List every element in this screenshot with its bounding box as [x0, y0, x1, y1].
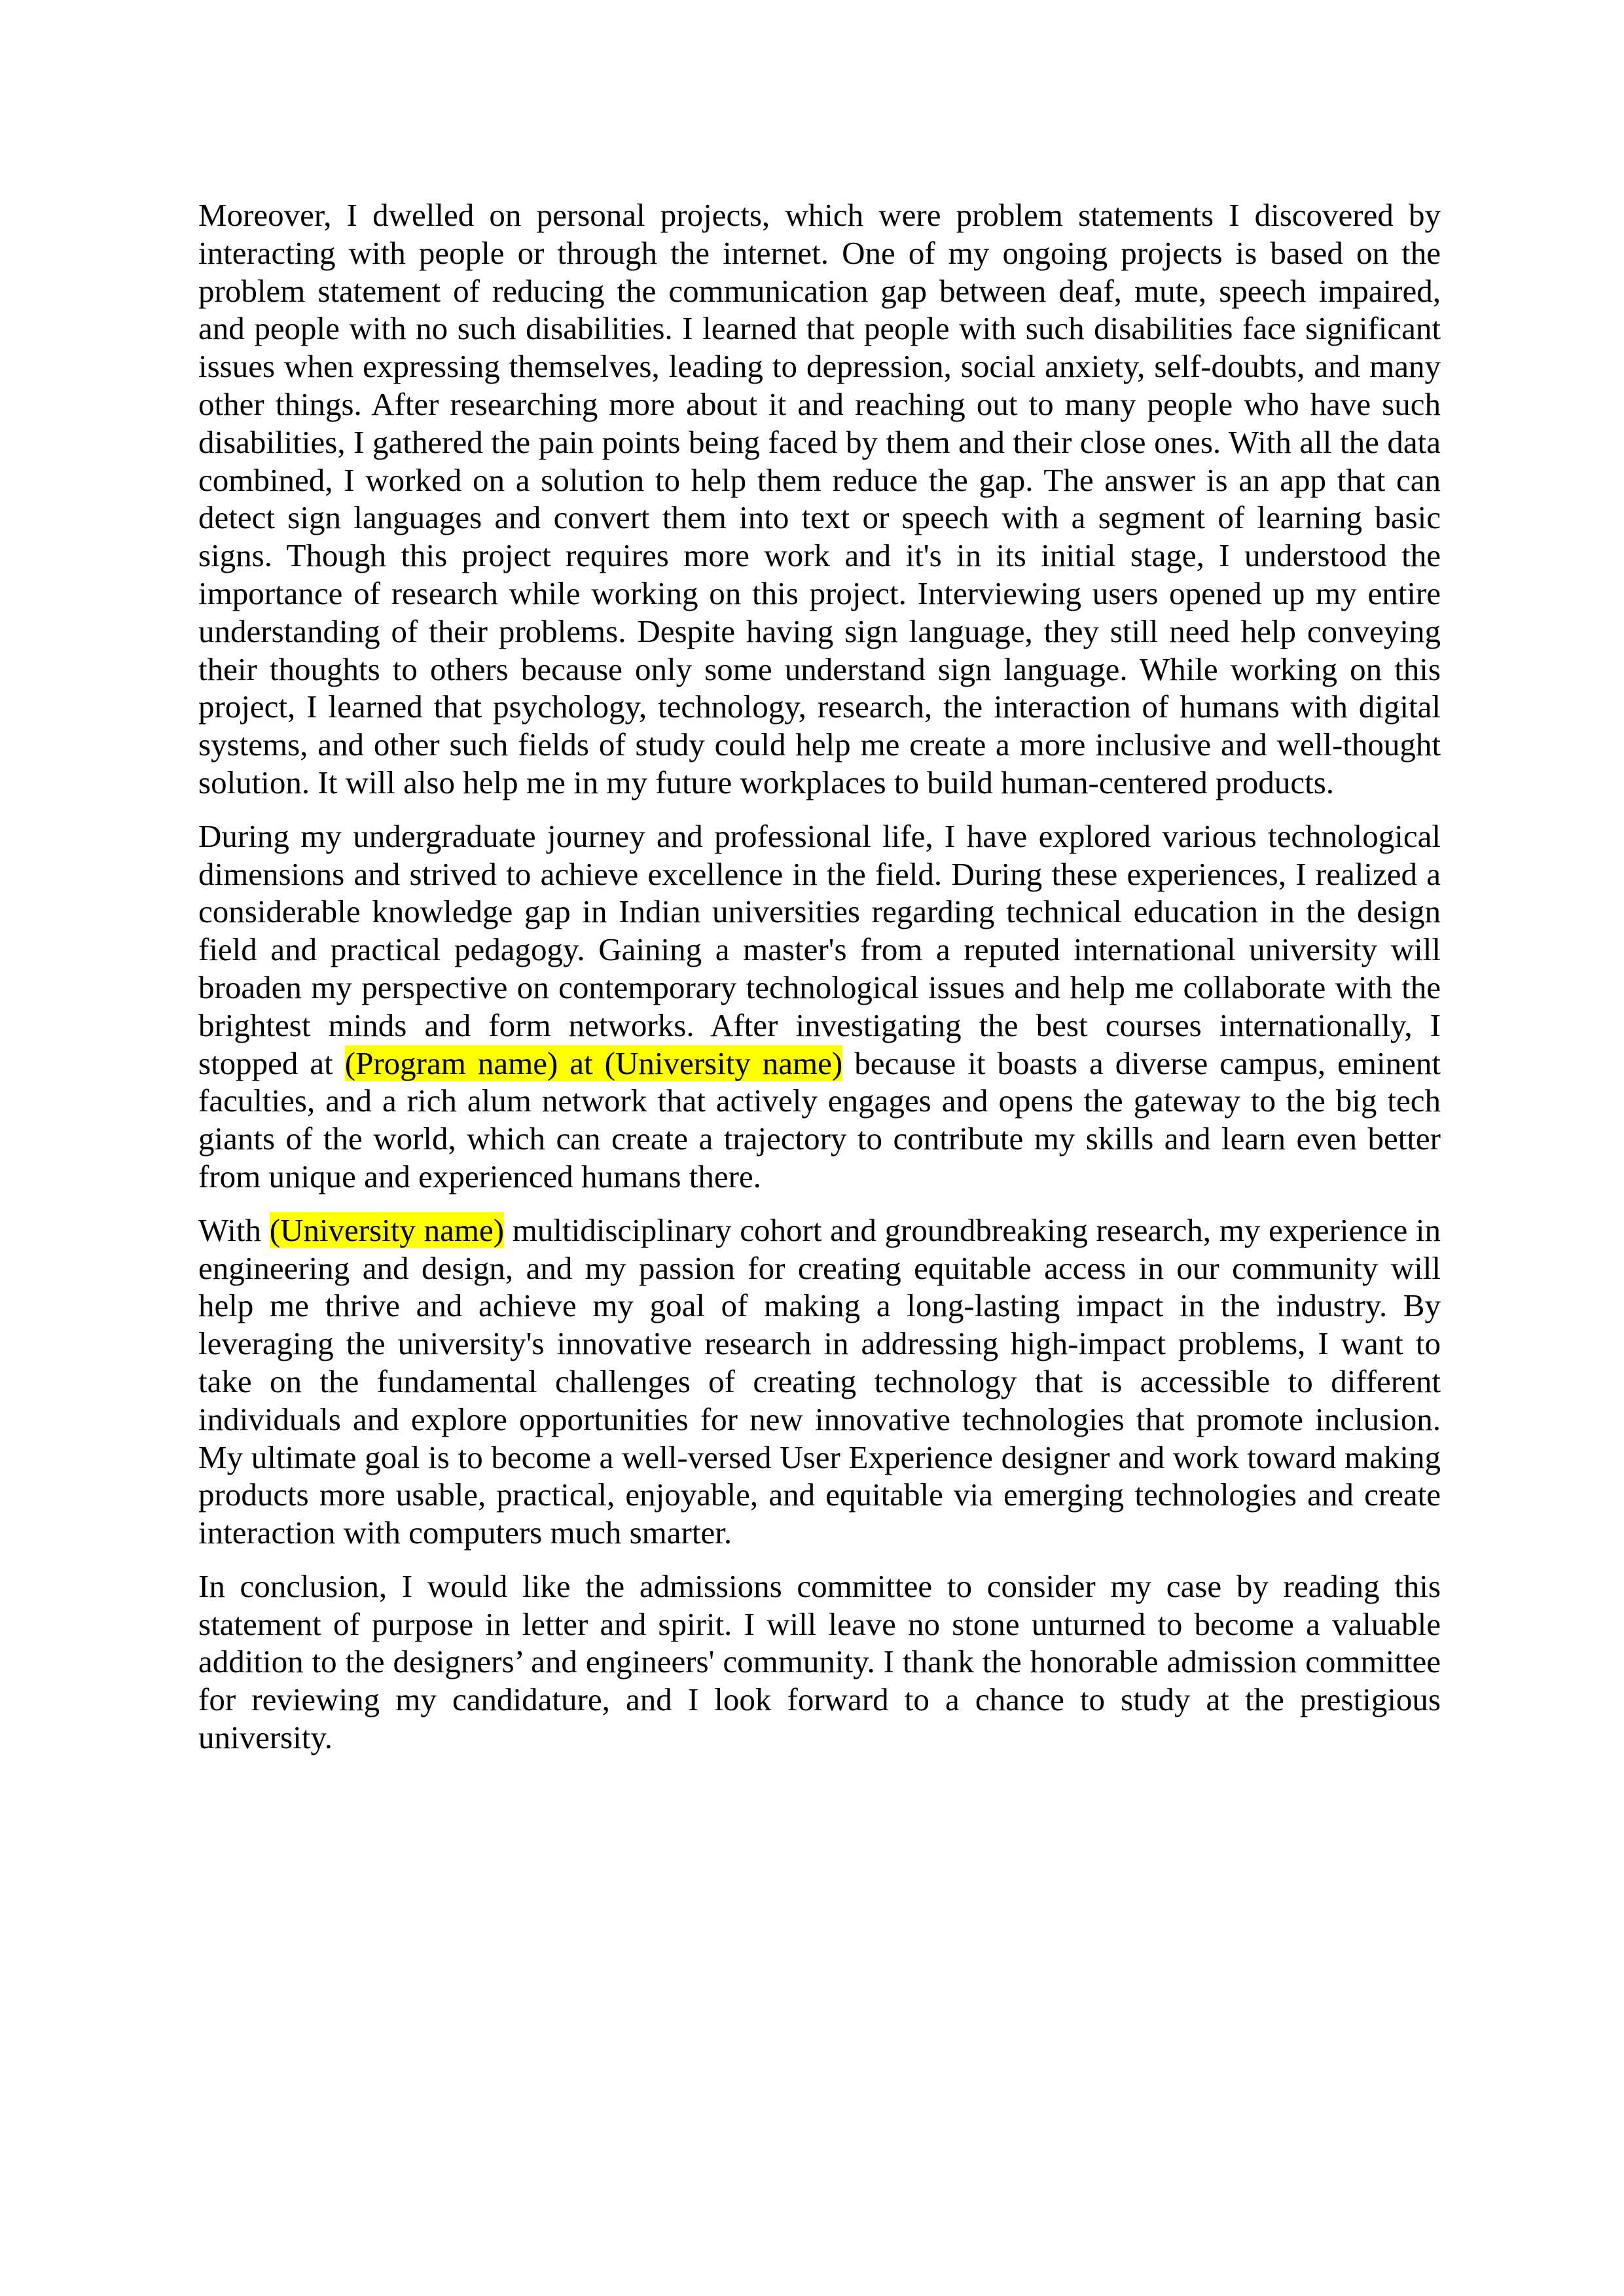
paragraph-text-after: because it boasts a diverse campus, eminent faculties, and a rich alum network that actively engages and opens the gateway to the big tech giants of the world, which can create a trajectory to contribute my skills and learn even better from unique and experienced humans there.	[198, 1045, 1441, 1194]
document-body	[198, 196, 1441, 1772]
highlighted-placeholder-university: (University name)	[269, 1211, 505, 1248]
paragraph-text-before: During my undergraduate journey and professional life, I have explored various technological dimensions and strived to achieve excellence in the field. During these experiences, I realized a considerable knowledge gap in Indian universities regarding technical education in the design field and practical pedagogy. Gaining a master's from a reputed international university will broaden my perspective on contemporary technological issues and help me collaborate with the brightest minds and form networks. After investigating the best courses internationally, I stopped at	[198, 817, 1441, 1081]
paragraph-undergraduate-journey	[198, 817, 1441, 1196]
paragraph-university-cohort	[198, 1211, 1441, 1552]
paragraph-text-after: multidisciplinary cohort and groundbreaking research, my experience in engineering and design, and my passion for creating equitable access in our community will help me thrive and achieve my goal of making a long-lasting impact in the industry. By leveraging the university's innovative research in addressing high-impact problems, I want to take on the fundamental challenges of creating technology that is accessible to different individuals and explore opportunities for new innovative technologies that promote inclusion. My ultimate goal is to become a well-versed User Experience designer and work toward making products more usable, practical, enjoyable, and equitable via emerging technologies and create interaction with computers much smarter.	[198, 1211, 1441, 1551]
paragraph-personal-projects: Moreover, I dwelled on personal projects, which were problem statements I discovered by interacting with people or through the internet. One of my ongoing projects is based on the problem statement of reducing the communication gap between deaf, mute, speech impaired, and people with no such disabilities. I learned that people with such disabilities face significant issues when expressing themselves, leading to depression, social anxiety, self-doubts, and many other things. After researching more about it and reaching out to many people who have such disabilities, I gathered the pain points being faced by them and their close ones. With all the data combined, I worked on a solution to help them reduce the gap. The answer is an app that can detect sign languages and convert them into text or speech with a segment of learning basic signs. Though this project requires more work and it's in its initial stage, I understood the importance of research while working on this project. Interviewing users opened up my entire understanding of their problems. Despite having sign language, they still need help conveying their thoughts to others because only some understand sign language. While working on this project, I learned that psychology, technology, research, the interaction of humans with digital systems, and other such fields of study could help me create a more inclusive and well-thought solution. It will also help me in my future workplaces to build human-centered products.	[198, 197, 1441, 800]
paragraph-conclusion: In conclusion, I would like the admissions committee to consider my case by reading this statement of purpose in letter and spirit. I will leave no stone unturned to become a valuable addition to the designers’ and engineers' community. I thank the honorable admission committee for reviewing my candidature, and I look forward to a chance to study at the prestigious university.	[198, 1568, 1441, 1756]
highlighted-placeholder-program-university: (Program name) at (University name)	[344, 1045, 843, 1081]
paragraph-text-before: With	[198, 1211, 270, 1248]
